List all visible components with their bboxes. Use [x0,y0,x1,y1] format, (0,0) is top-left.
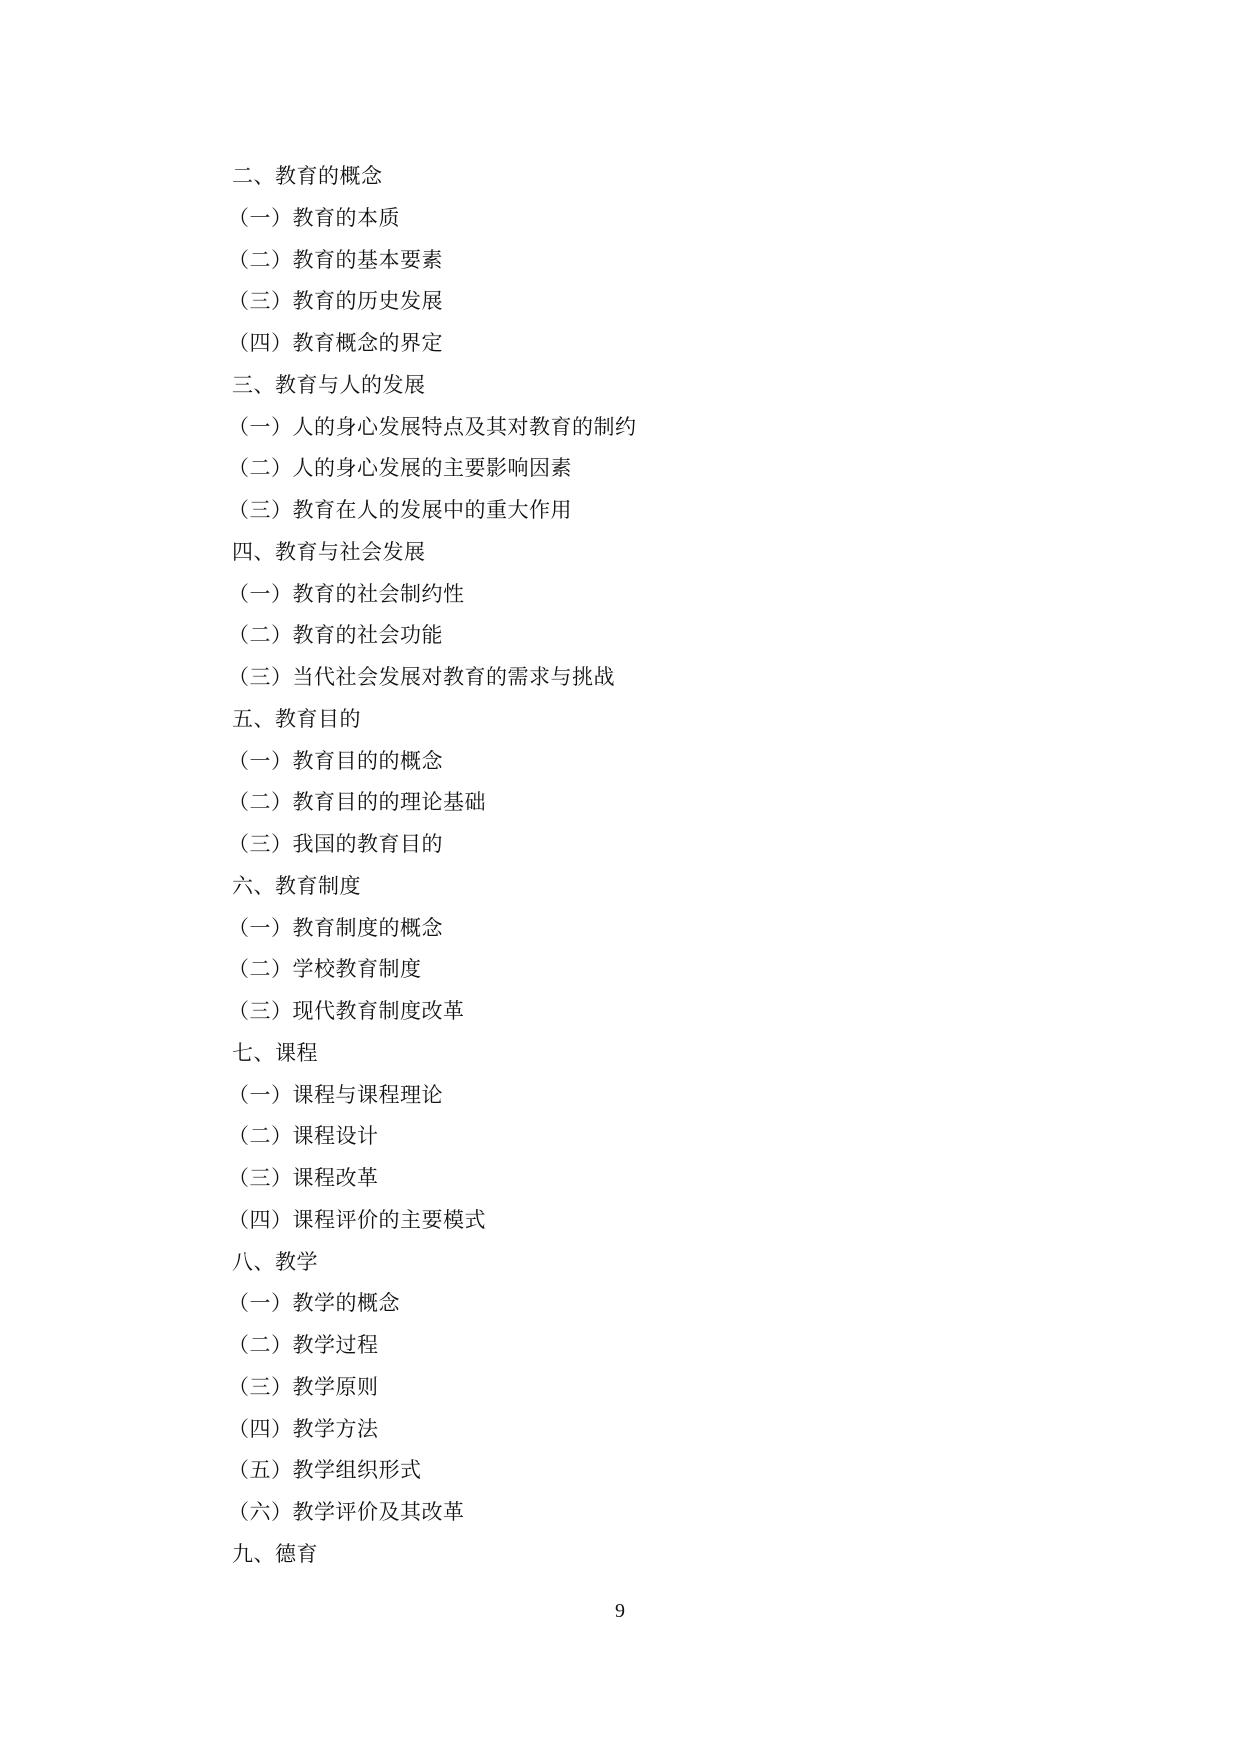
subsection-heading: （六）教学评价及其改革 [228,1500,465,1524]
section-heading: 七、课程 [232,1040,318,1065]
section-heading: 九、德育 [232,1541,318,1566]
subsection-heading: （二）课程设计 [228,1124,379,1149]
subsection-heading: （三）教育的历史发展 [228,289,443,314]
subsection-heading: （一）教育的本质 [228,205,400,230]
syllabus-outline [228,156,1032,1576]
subsection-heading: （二）人的身心发展的主要影响因素 [228,456,572,481]
section-heading: 二、教育的概念 [232,164,383,188]
subsection-heading: （四）教学方法 [228,1416,379,1441]
subsection-heading: （一）课程与课程理论 [228,1082,443,1107]
subsection-heading: （四）教育概念的界定 [228,331,443,355]
subsection-heading: （二）教育的基本要素 [228,247,443,272]
subsection-heading: （二）教育目的的理论基础 [228,790,486,815]
subsection-heading: （二）教学过程 [228,1333,379,1357]
subsection-heading: （一）教学的概念 [228,1291,400,1316]
subsection-heading: （四）课程评价的主要模式 [228,1207,486,1232]
page-number: 9 [615,1600,625,1622]
subsection-heading: （二）教育的社会功能 [228,623,443,648]
subsection-heading: （一）教育目的的概念 [228,748,443,773]
section-heading: 三、教育与人的发展 [232,372,426,397]
subsection-heading: （三）当代社会发展对教育的需求与挑战 [228,665,615,689]
subsection-heading: （三）现代教育制度改革 [228,999,465,1023]
section-heading: 六、教育制度 [232,873,361,898]
subsection-heading: （三）教育在人的发展中的重大作用 [228,498,572,522]
section-heading: 八、教学 [232,1249,318,1274]
subsection-heading: （三）我国的教育目的 [228,832,443,856]
subsection-heading: （一）教育制度的概念 [228,915,443,940]
section-heading: 四、教育与社会发展 [232,539,426,564]
subsection-heading: （三）课程改革 [228,1166,379,1190]
subsection-heading: （一）教育的社会制约性 [228,581,465,606]
subsection-heading: （二）学校教育制度 [228,957,422,982]
subsection-heading: （一）人的身心发展特点及其对教育的制约 [228,414,637,439]
subsection-heading: （三）教学原则 [228,1374,379,1399]
subsection-heading: （五）教学组织形式 [228,1458,422,1483]
section-heading: 五、教育目的 [232,706,361,731]
